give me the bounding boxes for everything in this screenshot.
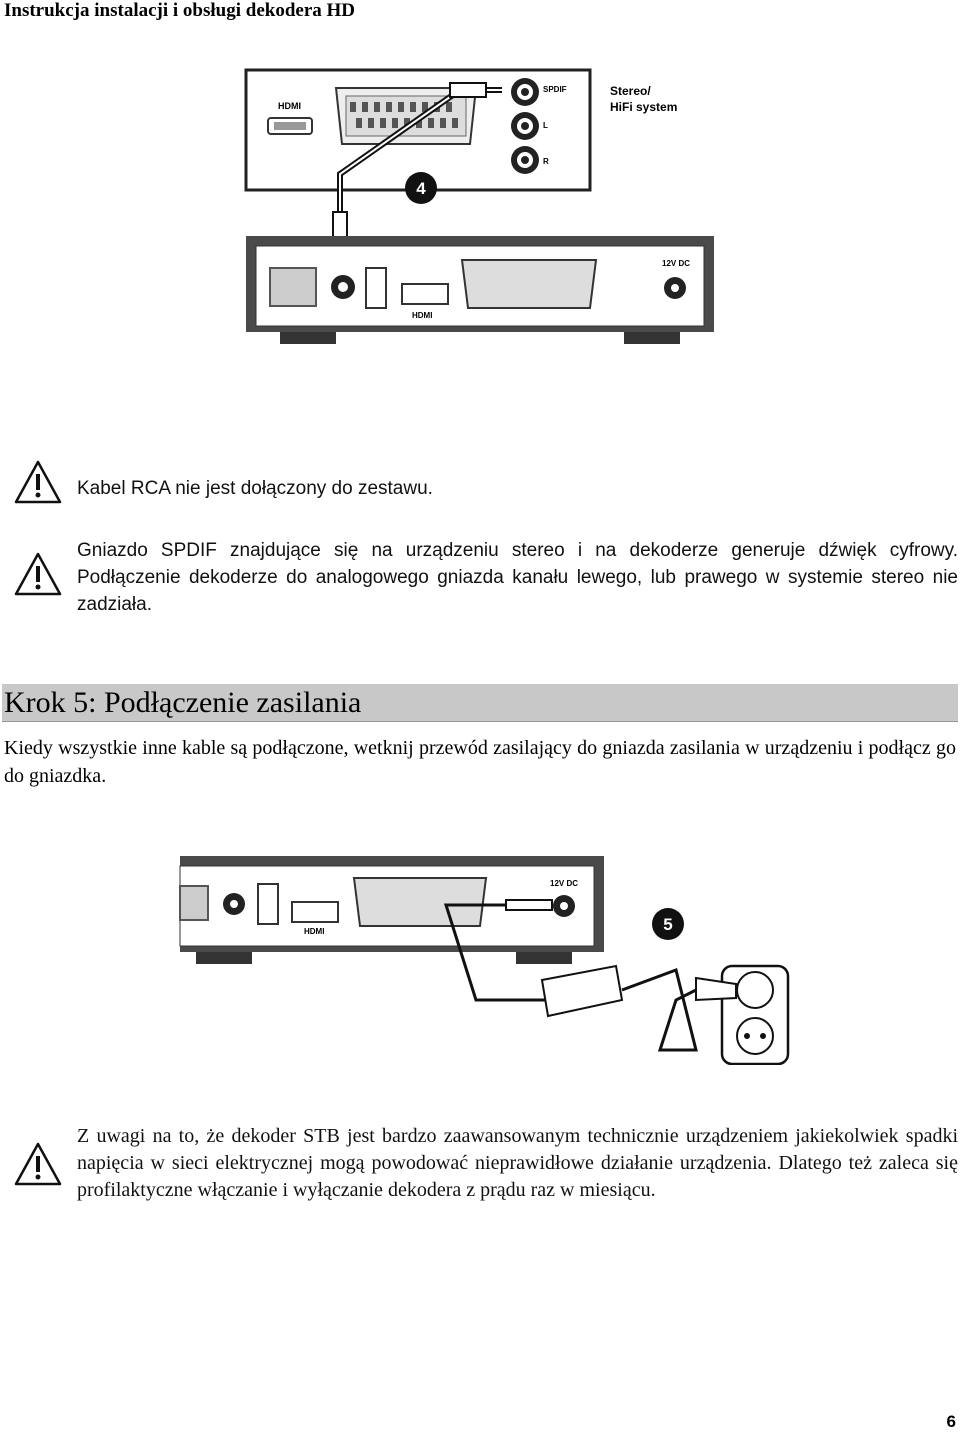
warning-icon — [14, 1142, 62, 1186]
stb-foot-right — [516, 952, 572, 964]
step-5-title: Krok 5: Podłączenie zasilania — [4, 686, 362, 719]
ethernet-port — [270, 268, 316, 306]
stb-foot-left — [280, 332, 336, 344]
dc-label: 12V DC — [662, 259, 691, 268]
warning-icon — [14, 552, 62, 596]
stb-hdmi-port — [402, 284, 448, 304]
page-number: 6 — [946, 1412, 956, 1431]
mains-cable — [622, 970, 704, 1050]
voltage-note: Z uwagi na to, że dekoder STB jest bardzo zaawansowanym technicznie urządzeniem jakiekolwiek spadki napięcia w sieci elektrycznej mogą powodować nieprawidłowe działanie urządzenia. Dlatego też zaleca się profilaktyczne włączanie i wyłączanie dekodera z prądu raz w miesiącu. — [77, 1125, 958, 1201]
hdmi-label: HDMI — [304, 927, 325, 936]
usb-port — [258, 884, 278, 924]
power-adapter — [542, 966, 622, 1016]
step-4-number: 4 — [416, 179, 426, 198]
stereo-label: Stereo/ — [610, 84, 651, 98]
usb-port — [366, 268, 386, 308]
spdif-note: Gniazdo SPDIF znajdujące się na urządzeniu stereo i na dekoderze generuje dźwięk cyfrowy. Podłączenie dekoderze do analogowego gniazda kanału lewego, lub prawego w systemie stereo nie zadziała. — [77, 540, 958, 615]
stb-hdmi-label: HDMI — [412, 311, 433, 320]
rca-jacks — [511, 78, 539, 174]
rca-plug-top — [450, 83, 486, 97]
power-connection-diagram — [176, 850, 796, 1065]
stb-foot-right — [624, 332, 680, 344]
warning-icon — [14, 460, 62, 504]
hifi-system-label: HiFi system — [610, 100, 678, 114]
ethernet-port — [180, 886, 208, 920]
stb-scart-port — [462, 260, 596, 308]
right-channel-label: R — [543, 157, 549, 166]
document-header: Instrukcja instalacji i obsługi dekodera HD — [4, 0, 356, 21]
hdmi-port — [292, 902, 338, 922]
step-5-body: Kiedy wszystkie inne kable są podłączone, wetknij przewód zasilający do gniazda zasilania w urządzeniu i podłącz go do gniazdka. — [4, 737, 956, 787]
left-channel-label: L — [543, 121, 548, 130]
spdif-connection-diagram — [240, 62, 720, 352]
rca-cable-note: Kabel RCA nie jest dołączony do zestawu. — [77, 478, 433, 499]
dc-label: 12V DC — [550, 879, 579, 888]
spdif-label: SPDIF — [543, 85, 567, 94]
step-5-number: 5 — [663, 915, 673, 934]
scart-port — [354, 878, 486, 926]
stb-foot-left — [196, 952, 252, 964]
tv-hdmi-label: HDMI — [278, 101, 301, 111]
dc-plug — [506, 900, 552, 910]
